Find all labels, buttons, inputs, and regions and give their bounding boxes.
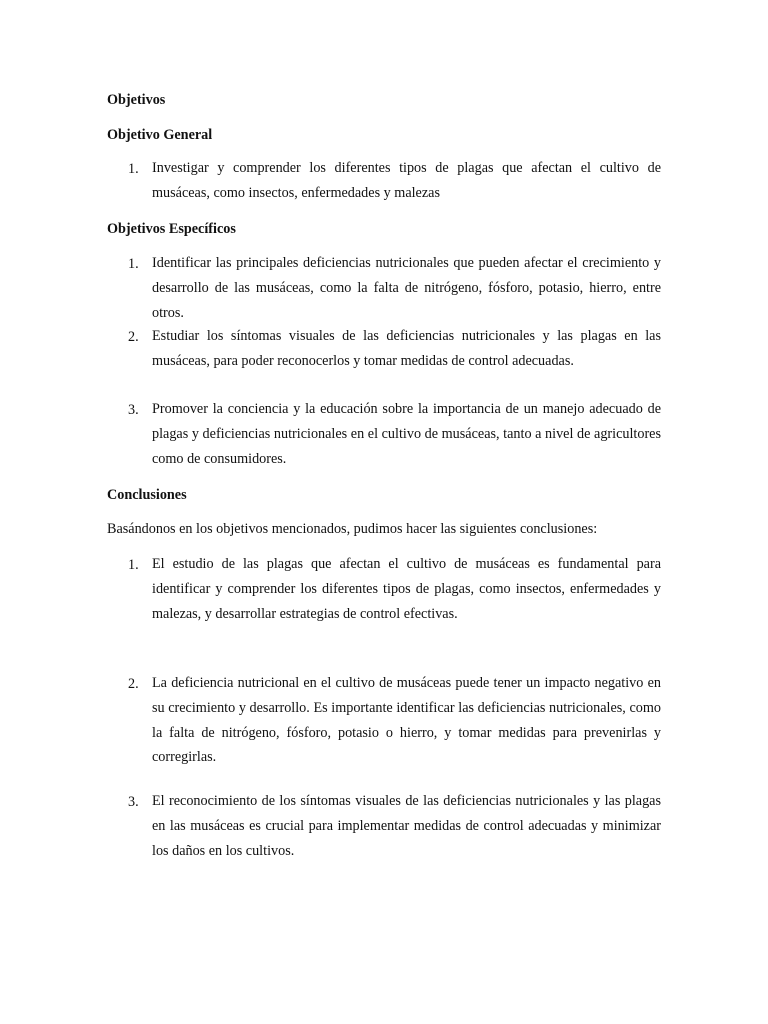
list-item-number: 2. [128,329,139,345]
list-item-number: 1. [128,557,139,573]
list-item-text: Investigar y comprender los diferentes tipos de plagas que afectan el cultivo de musáceas, como insectos, enfermedades y malezas [152,160,661,201]
list-item-number: 1. [128,256,139,272]
subsection-title-objetivo-general: Objetivo General [107,127,213,143]
list-item-text: El reconocimiento de los síntomas visuales de las deficiencias nutricionales y las plagas en las musáceas es crucial para implementar medidas de control adecuadas y minimizar los daños en los cultivos. [152,793,661,859]
list-item-number: 1. [128,161,139,177]
section-title-conclusiones: Conclusiones [107,487,187,503]
list-item-text: La deficiencia nutricional en el cultivo de musáceas puede tener un impacto negativo en su crecimiento y desarrollo. Es importante identificar las deficiencias nutricionales, como la falta de nitrógeno, fósforo, potasio o hierro, y tomar medidas para prevenirlas y corregirlas. [152,675,661,766]
section-title-objetivos: Objetivos [107,92,166,108]
list-item-text: Estudiar los síntomas visuales de las deficiencias nutricionales y las plagas en las musáceas, para poder reconocerlos y tomar medidas de control adecuadas. [152,328,661,369]
conclusions-intro: Basándonos en los objetivos mencionados, pudimos hacer las siguientes conclusiones: [107,521,598,537]
list-item-text: El estudio de las plagas que afectan el cultivo de musáceas es fundamental para identificar y comprender los diferentes tipos de plagas, como insectos, enfermedades y malezas, y desarrollar estrategias de control efectivas. [152,556,661,622]
list-item-number: 3. [128,402,139,418]
list-item-number: 3. [128,794,139,810]
list-item-number: 2. [128,676,139,692]
list-item-text: Identificar las principales deficiencias nutricionales que pueden afectar el crecimiento y desarrollo de las musáceas, como la falta de nitrógeno, fósforo, potasio, hierro, entre otros. [152,255,661,321]
subsection-title-objetivos-especificos: Objetivos Específicos [107,221,236,237]
list-item-text: Promover la conciencia y la educación sobre la importancia de un manejo adecuado de plagas y deficiencias nutricionales en el cultivo de musáceas, tanto a nivel de agricultores como de consumidores. [152,401,661,467]
